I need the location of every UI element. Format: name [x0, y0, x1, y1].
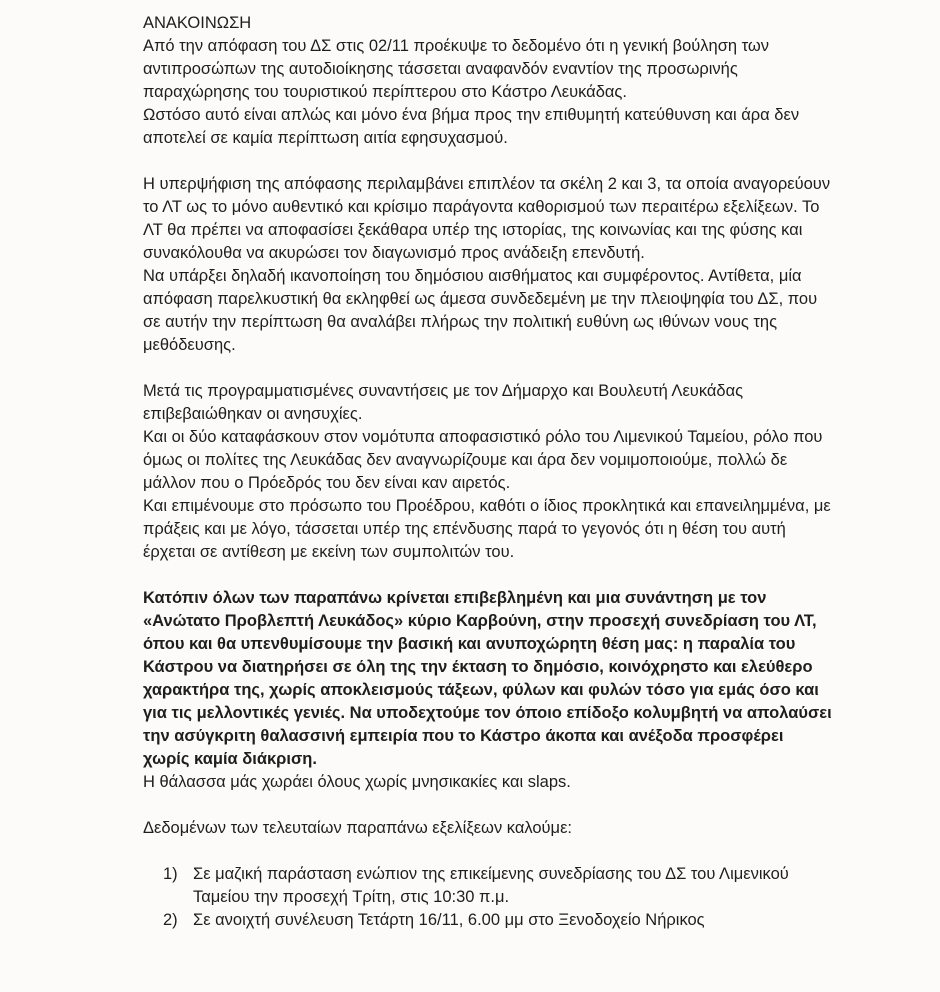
- text-segment: Μετά τις προγραμματισμένες συναντήσεις με τον Δήμαρχο και Βουλευτή Λευκάδας επιβεβαιώθηκαν οι ανησυχίες.: [143, 382, 744, 423]
- paragraph-3: [143, 380, 832, 564]
- text-segment: Η θάλασσα μάς χωράει όλους χωρίς μνησικακίες και slaps.: [143, 773, 571, 791]
- text-segment: Δεδομένων των τελευταίων παραπάνω εξελίξεων καλούμε:: [143, 819, 573, 837]
- emphasized-text-segment: Κατόπιν όλων των παραπάνω κρίνεται επιβεβλημένη και μια συνάντηση με τον «Ανώτατο Προβλεπτή Λευκάδος» κύριο Καρβούνη, στην προσεχή συνεδρίαση του ΛΤ, όπου και θα υπενθυμίσουμε την βασική και ανυποχώρητη θέση μας: η παραλία του Κάστρου να διατηρήσει σε όλη της την έκταση το δημόσιο, κοινόχρηστο και ελεύθερο χαρακτήρα της, χωρίς αποκλεισμούς τάξεων, φύλων και φυλών τόσο για εμάς όσο και για τις μελλοντικές γενιές. Να υποδεχτούμε τον όποιο επίδοξο κολυμβητή να απολαύσει την ασύγκριτη θαλασσινή εμπειρία που το Κάστρο άκοπα και ανέξοδα προσφέρει χωρίς καμία διάκριση.: [143, 589, 832, 768]
- paragraph-1: [143, 35, 832, 150]
- list-item-number: 1): [163, 865, 178, 883]
- text-segment: Και οι δύο καταφάσκουν στον νομότυπα αποφασιστικό ρόλο του Λιμενικού Ταμείου, ρόλο που όμως οι πολίτες της Λευκάδας δεν αναγνωρίζουμε και άρα δεν νομιμοποιούμε, πολλώ δε μάλλον που ο Πρόεδρός του δεν είναι καν αιρετός.: [143, 428, 823, 492]
- text-segment: Η υπερψήφιση της απόφασης περιλαμβάνει επιπλέον τα σκέλη 2 και 3, τα οποία αναγορεύουν το ΛΤ ως το μόνο αυθεντικό και κρίσιμο παράγοντα καθορισμού των περαιτέρω εξελίξεων. Το ΛΤ θα πρέπει να αποφασίσει ξεκάθαρα υπέρ της ιστορίας, της κοινωνίας και της φύσης και συνακόλουθα να ακυρώσει τον διαγωνισμό προς ανάδειξη επενδυτή.: [143, 175, 831, 262]
- list-item-text: Σε μαζική παράσταση ενώπιον της επικείμενης συνεδρίασης του ΔΣ του Λιμενικού Ταμείου την προσεχή Τρίτη, στις 10:30 π.μ.: [193, 865, 789, 906]
- numbered-list: [143, 863, 832, 932]
- paragraph-5: [143, 817, 832, 840]
- list-item-number: 2): [163, 911, 178, 929]
- list-item-text: Σε ανοιχτή συνέλευση Τετάρτη 16/11, 6.00 μμ στο Ξενοδοχείο Νήρικος: [193, 911, 705, 929]
- text-segment: Από την απόφαση του ΔΣ στις 02/11 προέκυψε το δεδομένο ότι η γενική βούληση των αντιπροσώπων της αυτοδιοίκησης τάσσεται αναφανδόν εναντίον της προσωρινής παραχώρησης του τουριστικού περίπτερου στο Κάστρο Λευκάδας.: [143, 37, 770, 101]
- paragraph-2: [143, 173, 832, 357]
- list-item: [163, 863, 832, 909]
- list-item: [163, 909, 832, 932]
- text-segment: Να υπάρξει δηλαδή ικανοποίηση του δημόσιου αισθήματος και συμφέροντος. Αντίθετα, μία απόφαση παρελκυστική θα εκληφθεί ως άμεσα συνδεδεμένη με την πλειοψηφία του ΔΣ, που σε αυτήν την περίπτωση θα αναλάβει πλήρως την πολιτική ευθύνη ως ιθύνων νους της μεθόδευσης.: [143, 267, 818, 354]
- document-title: ΑΝΑΚΟΙΝΩΣΗ: [143, 14, 252, 32]
- paragraph-4: [143, 587, 832, 794]
- text-segment: Και επιμένουμε στο πρόσωπο του Προέδρου, καθότι ο ίδιος προκλητικά και επανειλημμένα, με πράξεις και με λόγο, τάσσεται υπέρ της επένδυσης παρά το γεγονός ότι η θέση του αυτή έρχεται σε αντίθεση με εκείνη των συμπολιτών του.: [143, 497, 831, 561]
- text-segment: Ωστόσο αυτό είναι απλώς και μόνο ένα βήμα προς την επιθυμητή κατεύθυνση και άρα δεν αποτελεί σε καμία περίπτωση αιτία εφησυχασμού.: [143, 106, 800, 147]
